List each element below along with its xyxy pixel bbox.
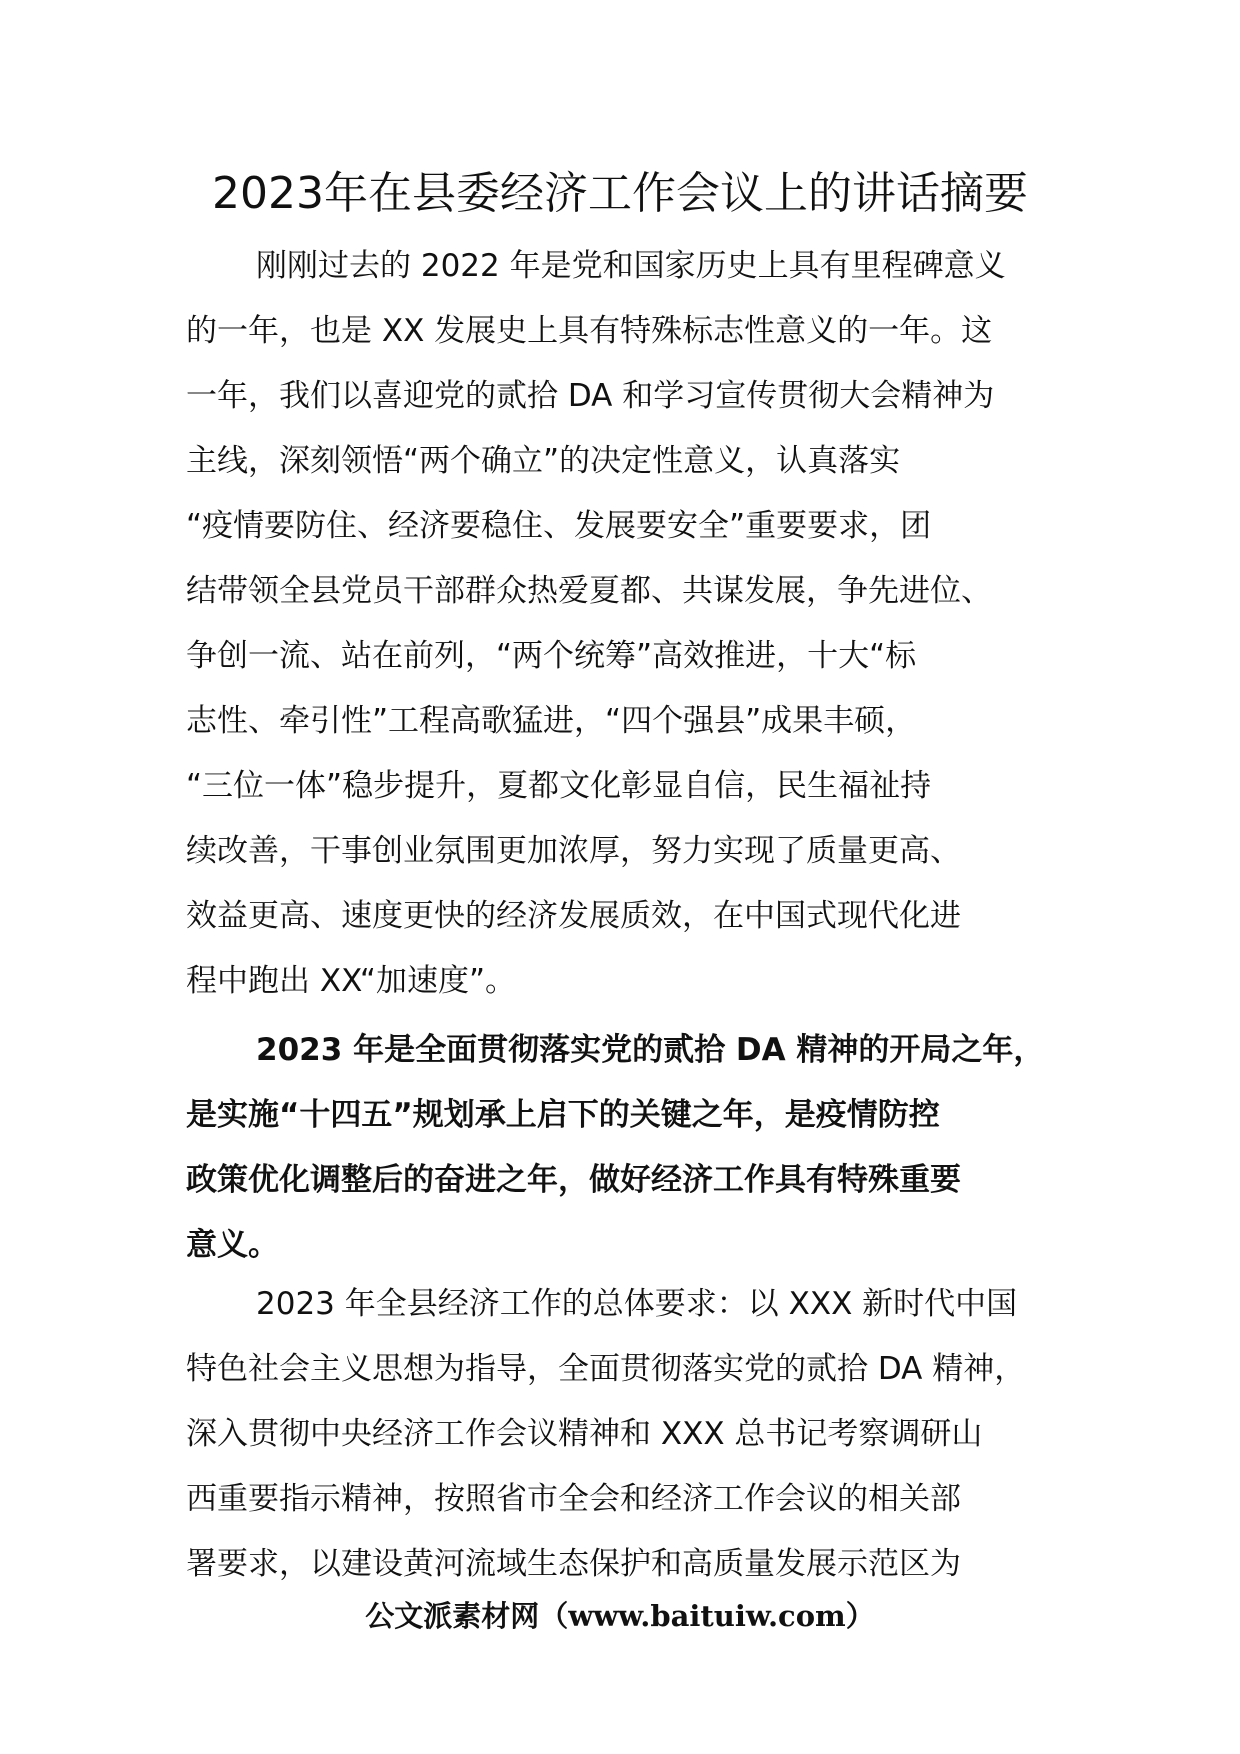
paragraph-line: 续改善，干事创业氛围更加浓厚，努力实现了质量更高、	[186, 833, 961, 869]
paragraph-line: 效益更高、速度更快的经济发展质效，在中国式现代化进	[186, 898, 961, 934]
paragraph-line: 一年，我们以喜迎党的贰拾 DA 和学习宣传贯彻大会精神为	[186, 378, 995, 414]
document-title: 2023年在县委经济工作会议上的讲话摘要	[212, 168, 1028, 219]
paragraph-line: 主线，深刻领悟“两个确立”的决定性意义，认真落实	[186, 443, 901, 479]
paragraph-line: 程中跑出 XX“加速度”。	[186, 963, 517, 999]
page-footer-source: 公文派素材网（www.baituiw.com）	[365, 1599, 875, 1633]
paragraph-review-2022	[186, 234, 1086, 1014]
paragraph-line: 结带领全县党员干部群众热爱夏都、共谋发展，争先进位、	[186, 573, 992, 609]
paragraph-general-requirements	[186, 1272, 1086, 1597]
paragraph-significance-2023	[186, 1018, 1086, 1278]
paragraph-line: 意义。	[186, 1227, 279, 1263]
paragraph-line: 志性、牵引性”工程高歌猛进，“四个强县”成果丰硕，	[186, 703, 917, 739]
paragraph-line: 政策优化调整后的奋进之年，做好经济工作具有特殊重要	[186, 1162, 961, 1198]
paragraph-line: 是实施“十四五”规划承上启下的关键之年，是疫情防控	[186, 1097, 940, 1133]
paragraph-line: “三位一体”稳步提升，夏都文化彰显自信，民生福祉持	[186, 768, 932, 804]
paragraph-line: 深入贯彻中央经济工作会议精神和 XXX 总书记考察调研山	[186, 1416, 983, 1452]
paragraph-line: 2023 年全县经济工作的总体要求：以 XXX 新时代中国	[256, 1286, 1018, 1322]
paragraph-line: 2023 年是全面贯彻落实党的贰拾 DA 精神的开局之年，	[256, 1032, 1045, 1068]
paragraph-line: 署要求，以建设黄河流域生态保护和高质量发展示范区为	[186, 1546, 961, 1582]
paragraph-line: 西重要指示精神，按照省市全会和经济工作会议的相关部	[186, 1481, 961, 1517]
paragraph-line: 刚刚过去的 2022 年是党和国家历史上具有里程碑意义	[256, 248, 1006, 284]
paragraph-line: 争创一流、站在前列，“两个统筹”高效推进，十大“标	[186, 638, 917, 674]
paragraph-line: 特色社会主义思想为指导，全面贯彻落实党的贰拾 DA 精神，	[186, 1351, 1026, 1387]
paragraph-line: “疫情要防住、经济要稳住、发展要安全”重要要求，团	[186, 508, 932, 544]
paragraph-line: 的一年，也是 XX 发展史上具有特殊标志性意义的一年。这	[186, 313, 993, 349]
